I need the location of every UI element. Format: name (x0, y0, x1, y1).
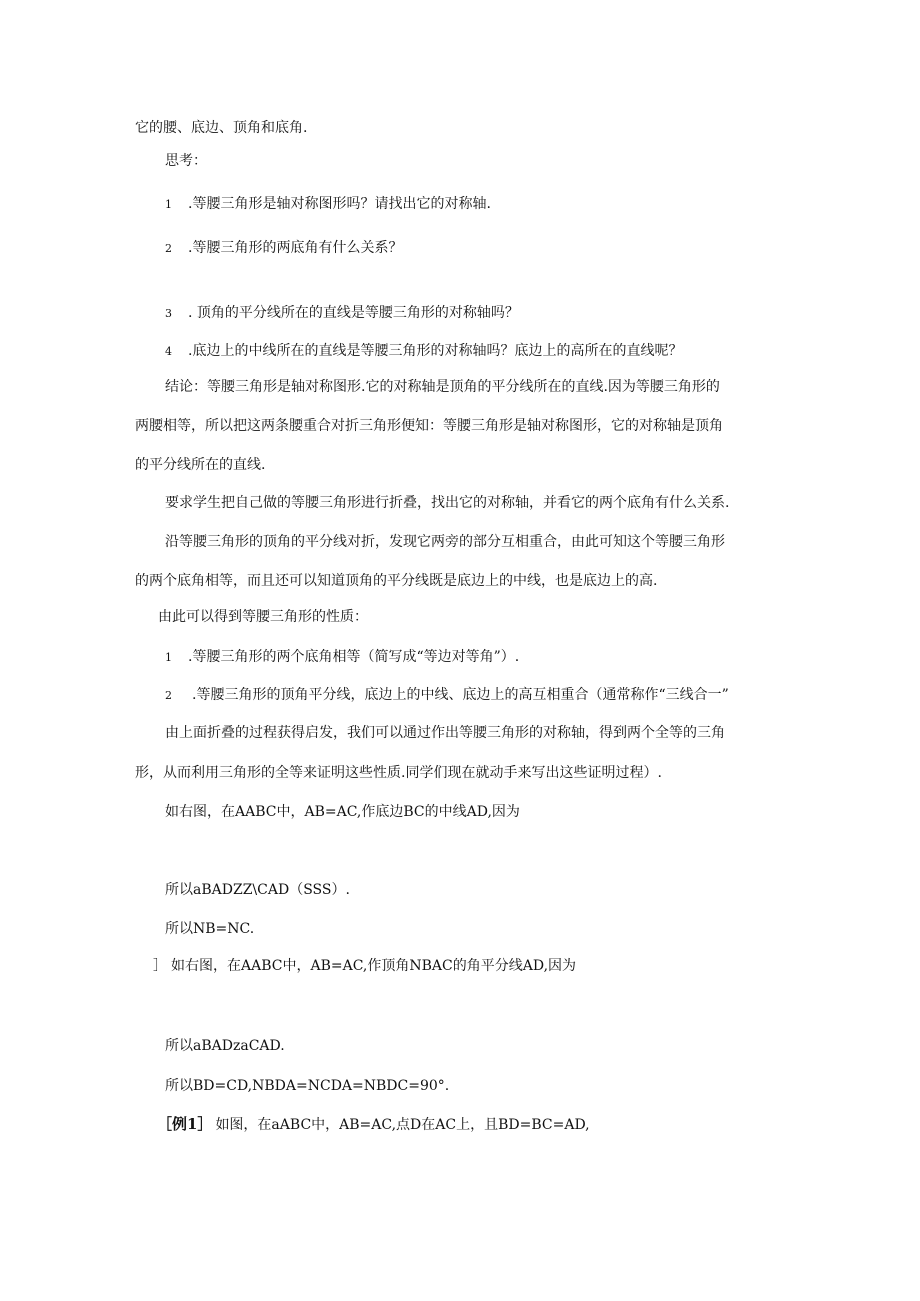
think-heading: 思考： (165, 153, 207, 169)
proof-2-setup-text: 如右图，在AABC中，AB=AC,作顶角NBAC的角平分线AD,因为 (171, 958, 577, 974)
conclusion-line-1: 结论：等腰三角形是轴对称图形.它的对称轴是顶角的平分线所在的直线.因为等腰三角形的 (165, 379, 720, 395)
proof-2-step-1: 所以aBADzaCAD. (165, 1038, 285, 1054)
question-4-text: .底边上的中线所在的直线是等腰三角形的对称轴吗？底边上的高所在的直线呢？ (188, 343, 683, 359)
question-1-text: .等腰三角形是轴对称图形吗？请找出它的对称轴. (188, 196, 491, 212)
example-tag: ［例1］ (157, 1115, 213, 1133)
inspiration-line-2: 形，从而利用三角形的全等来证明这些性质.同学们现在就动手来写出这些证明过程）. (135, 765, 662, 781)
proof-1-step-2: 所以NB=NC. (165, 921, 255, 937)
conclusion-line-2: 两腰相等，所以把这两条腰重合对折三角形便知：等腰三角形是轴对称图形，它的对称轴是顶角 (135, 418, 723, 434)
example-1 (157, 1114, 590, 1135)
property-1-text: .等腰三角形的两个底角相等（简写成“等边对等角”）. (188, 649, 520, 665)
paragraph-bisector-line-2: 的两个底角相等，而且还可以知道顶角的平分线既是底边上的中线，也是底边上的高. (135, 573, 658, 589)
question-3 (165, 303, 519, 324)
bracket-mark: ］ (153, 958, 167, 974)
question-3-number: 3 (165, 307, 172, 320)
property-2-text: .等腰三角形的顶角平分线，底边上的中线、底边上的高互相重合（通常称作“三线合一” (192, 687, 729, 703)
question-1 (165, 194, 491, 215)
proof-1-step-1: 所以aBADZZ\CAD（SSS）. (165, 882, 350, 898)
property-1 (165, 647, 519, 668)
proof-1-setup: 如右图，在AABC中，AB=AC,作底边BC的中线AD,因为 (165, 804, 520, 820)
conclusion-line-3: 的平分线所在的直线. (135, 457, 266, 473)
question-2-number: 2 (165, 242, 172, 255)
property-2 (165, 685, 729, 706)
paragraph-fold: 要求学生把自己做的等腰三角形进行折叠，找出它的对称轴，并看它的两个底角有什么关系. (165, 495, 730, 511)
question-4 (165, 341, 682, 362)
proof-2-step-2: 所以BD=CD,NBDA=NCDA=NBDC=90°. (165, 1078, 450, 1094)
question-2-text: .等腰三角形的两底角有什么关系？ (188, 240, 403, 256)
intro-line: 它的腰、底边、顶角和底角. (135, 120, 308, 136)
example-1-text: 如图，在aABC中，AB=AC,点D在AC上，且BD=BC=AD, (215, 1117, 590, 1133)
paragraph-bisector-line-1: 沿等腰三角形的顶角的平分线对折，发现它两旁的部分互相重合，由此可知这个等腰三角形 (165, 534, 725, 550)
question-1-number: 1 (165, 198, 172, 211)
question-2 (165, 238, 402, 259)
property-1-number: 1 (165, 651, 172, 664)
proof-2-setup (153, 956, 576, 976)
question-4-number: 4 (165, 345, 172, 358)
properties-heading: 由此可以得到等腰三角形的性质： (158, 609, 368, 625)
question-3-text: . 顶角的平分线所在的直线是等腰三角形的对称轴吗？ (188, 305, 519, 321)
inspiration-line-1: 由上面折叠的过程获得启发，我们可以通过作出等腰三角形的对称轴，得到两个全等的三角 (165, 725, 725, 741)
property-2-number: 2 (165, 689, 172, 702)
